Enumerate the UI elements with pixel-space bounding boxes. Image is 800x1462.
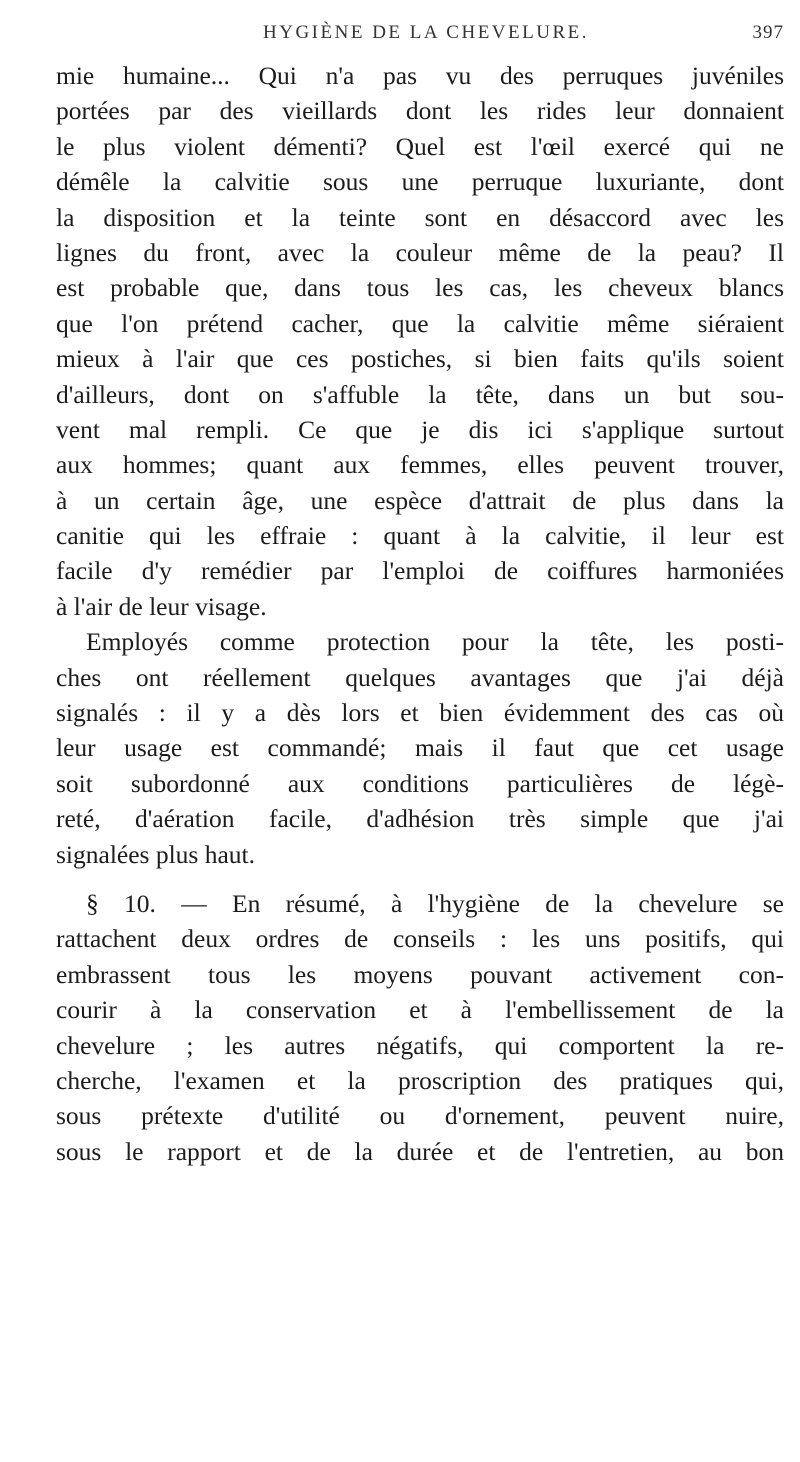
text-line: à l'air de leur visage. — [56, 591, 267, 621]
text-line: Employés comme protection pour la tête, les posti- — [86, 627, 784, 657]
text-line: lignes du front, avec la couleur même de la peau? Il — [56, 237, 784, 267]
text-line: sous prétexte d'utilité ou d'ornement, peuvent nuire, — [56, 1101, 784, 1131]
text-line: reté, d'aération facile, d'adhésion très simple que j'ai — [56, 804, 784, 834]
text-line: courir à la conservation et à l'embellissement de la — [56, 995, 784, 1025]
text-line: sous le rapport et de la durée et de l'entretien, au bon — [56, 1136, 784, 1166]
text-line: mie humaine... Qui n'a pas vu des perruques juvéniles — [56, 61, 784, 90]
text-line: canitie qui les effraie : quant à la calvitie, il leur est — [56, 521, 784, 551]
text-line: § 10. — En résumé, à l'hygiène de la chevelure se — [86, 888, 784, 918]
paragraph-2 — [56, 624, 784, 872]
text-line: facile d'y remédier par l'emploi de coiffures harmoniées — [56, 556, 784, 586]
running-title: HYGIÈNE DE LA CHEVELURE. — [263, 22, 589, 43]
text-line: est probable que, dans tous les cas, les cheveux blancs — [56, 273, 784, 303]
page-number: 397 — [752, 22, 784, 43]
text-line: portées par des vieillards dont les rides leur donnaient — [56, 96, 784, 126]
text-line: que l'on prétend cacher, que la calvitie même siéraient — [56, 308, 784, 338]
text-line: embrassent tous les moyens pouvant activement con- — [56, 959, 784, 989]
paragraph-1 — [56, 58, 784, 624]
text-line: leur usage est commandé; mais il faut que cet usage — [56, 733, 784, 763]
text-line: aux hommes; quant aux femmes, elles peuvent trouver, — [56, 450, 784, 480]
text-line: mieux à l'air que ces postiches, si bien faits qu'ils soient — [56, 344, 784, 374]
text-line: d'ailleurs, dont on s'affuble la tête, dans un but sou- — [56, 379, 784, 409]
text-line: rattachent deux ordres de conseils : les uns positifs, qui — [56, 924, 784, 954]
text-line: à un certain âge, une espèce d'attrait de plus dans la — [56, 485, 784, 515]
body-text — [56, 58, 784, 1169]
text-line: la disposition et la teinte sont en désaccord avec les — [56, 202, 784, 232]
text-line: ches ont réellement quelques avantages que j'ai déjà — [56, 662, 784, 692]
text-line: chevelure ; les autres négatifs, qui comportent la re- — [56, 1030, 784, 1060]
text-line: signalées plus haut. — [56, 839, 256, 869]
text-line: soit subordonné aux conditions particulières de légè- — [56, 768, 784, 798]
text-line: cherche, l'examen et la proscription des pratiques qui, — [56, 1065, 784, 1095]
text-line: signalés : il y a dès lors et bien évidemment des cas où — [56, 698, 784, 728]
text-line: vent mal rempli. Ce que je dis ici s'applique surtout — [56, 414, 784, 444]
paragraph-spacer — [56, 872, 784, 886]
running-head — [56, 22, 796, 62]
text-line: le plus violent démenti? Quel est l'œil exercé qui ne — [56, 131, 784, 161]
paragraph-3 — [56, 886, 784, 1169]
text-line: démêle la calvitie sous une perruque luxuriante, dont — [56, 167, 784, 197]
